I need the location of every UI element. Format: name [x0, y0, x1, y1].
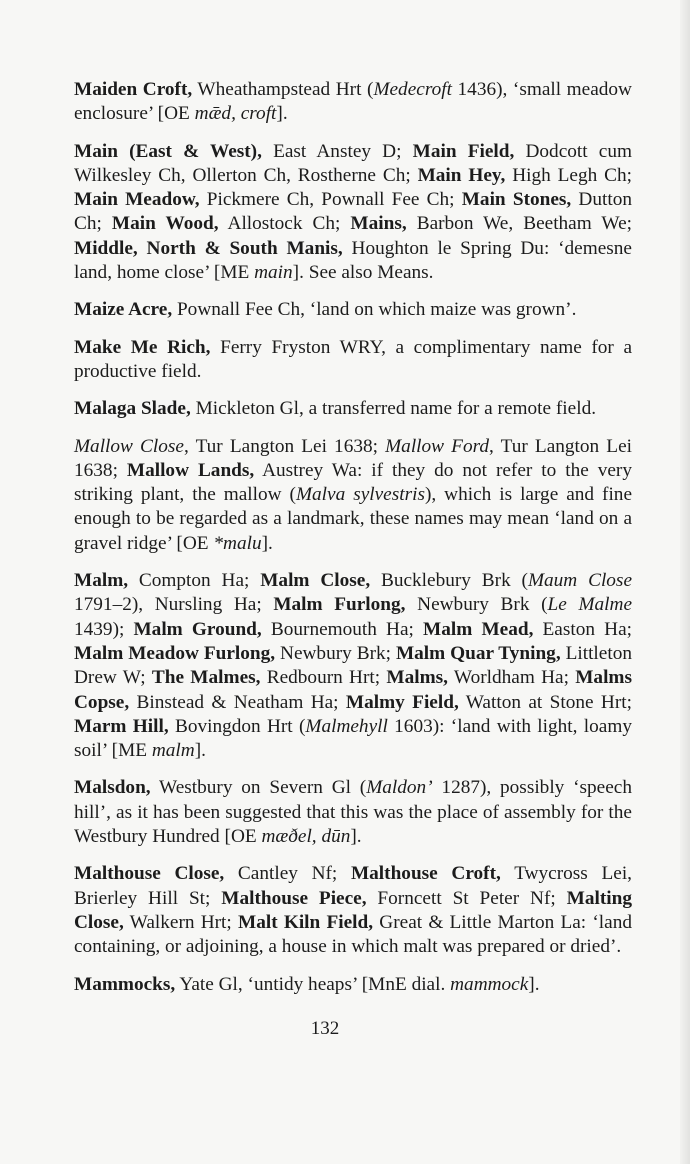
- entry-text: Mickleton Gl, a transferred name for a remote field.: [190, 398, 597, 420]
- headword: Malms Copse,: [74, 667, 632, 713]
- headword: Middle, North & South Manis,: [74, 237, 343, 259]
- entry-text: Ferry Fryston WRY, a complimentary name for a productive field.: [74, 336, 633, 382]
- headword: Malaga Slade,: [74, 398, 191, 420]
- entry-text: Binstead & Neatham Ha;: [129, 691, 346, 713]
- entry-text: Houghton le Spring Du: ‘demesne land, home close’ [ME: [74, 237, 632, 284]
- dictionary-entry: [74, 140, 632, 286]
- headword: Mallow Lands,: [126, 459, 255, 481]
- headword: Malm Ground,: [133, 618, 262, 640]
- italic-form: Le Malme: [547, 594, 632, 616]
- dictionary-entry: [74, 862, 632, 959]
- dictionary-entry: [74, 298, 632, 322]
- dictionary-entry: [74, 776, 632, 849]
- headword: Main Field,: [412, 140, 515, 162]
- headword: Malsdon,: [74, 777, 151, 799]
- italic-form: malm: [151, 740, 195, 762]
- headword: Malm Meadow Furlong,: [74, 642, 276, 664]
- entry-text: ]. See also Means.: [292, 262, 434, 284]
- headword: Malt Kiln Field,: [238, 911, 374, 933]
- headword: Main Meadow,: [74, 189, 200, 211]
- entry-text: ].: [350, 826, 362, 848]
- entry-text: High Legh Ch;: [505, 164, 632, 186]
- page-number: 132: [310, 1018, 340, 1039]
- headword: Mammocks,: [74, 973, 176, 995]
- italic-form: *malu: [213, 532, 262, 554]
- headword: Maiden Croft,: [74, 79, 193, 100]
- entry-text: Newbury Brk;: [275, 642, 396, 664]
- italic-form: Malva sylvestris: [295, 484, 425, 506]
- headword: Malm Furlong,: [273, 594, 406, 616]
- headword: Malm,: [74, 570, 129, 592]
- entry-text: Bucklebury Brk (: [370, 570, 528, 592]
- entry-text: 1791–2), Nursling Ha;: [74, 594, 274, 616]
- entry-text: Worldham Ha;: [447, 667, 576, 689]
- entry-text: Redbourn Hrt;: [260, 667, 387, 689]
- entry-text: Newbury Brk (: [405, 594, 548, 616]
- italic-form: Mallow Close: [74, 435, 184, 457]
- headword: Malm Mead,: [423, 618, 534, 640]
- headword: Malthouse Croft,: [350, 863, 501, 885]
- italic-form: Mallow Ford: [385, 435, 490, 457]
- entry-text: Pownall Fee Ch, ‘land on which maize was grown’.: [172, 299, 577, 321]
- headword: Malm Quar Tyning,: [395, 642, 561, 664]
- entry-text: Barbon We, Beetham We;: [406, 213, 632, 235]
- entry-text: ].: [528, 973, 540, 995]
- headword: Main (East & West),: [74, 140, 262, 162]
- italic-form: mammock: [450, 973, 529, 995]
- italic-form: Maldon’: [366, 777, 433, 799]
- entry-text: Wheathampstead Hrt (: [192, 79, 374, 100]
- entry-text: 1287), possibly ‘speech hill’, as it has been suggested that this was the place of assembly for the Westbury Hundred [OE: [74, 777, 632, 848]
- entry-text: Littleton Drew W;: [74, 642, 632, 689]
- italic-form: mæðel, dūn: [261, 826, 351, 848]
- headword: Make Me Rich,: [74, 336, 211, 358]
- headword: Maize Acre,: [74, 299, 173, 321]
- headword: Main Wood,: [111, 213, 219, 235]
- dictionary-text: [74, 78, 632, 1010]
- entry-text: ].: [194, 740, 206, 762]
- headword: Marm Hill,: [74, 715, 169, 737]
- page-edge: [680, 0, 690, 1164]
- entry-text: 1603): ‘land with light, loamy soil’ [ME: [74, 715, 632, 762]
- entry-text: Twycross Lei, Brierley Hill St;: [74, 863, 633, 909]
- headword: Malms,: [386, 667, 448, 689]
- headword: Malthouse Piece,: [221, 887, 367, 909]
- entry-text: East Anstey D;: [261, 140, 413, 162]
- entry-text: Austrey Wa: if they do not refer to the very striking plant, the mallow (: [74, 459, 632, 506]
- dictionary-entry: [74, 569, 632, 763]
- italic-form: main: [254, 262, 293, 284]
- entry-text: Compton Ha;: [128, 570, 261, 592]
- headword: The Malmes,: [151, 667, 261, 689]
- italic-form: Medecroft: [373, 79, 452, 100]
- entry-text: Bournemouth Ha;: [261, 618, 424, 640]
- headword: Main Hey,: [417, 164, 506, 186]
- entry-text: Cantley Nf;: [224, 863, 351, 885]
- dictionary-entry: [74, 397, 632, 421]
- entry-text: Forncett St Peter Nf;: [366, 887, 567, 909]
- entry-text: Bovingdon Hrt (: [168, 715, 306, 737]
- entry-text: Dodcott cum Wilkesley Ch, Ollerton Ch, Rostherne Ch;: [74, 140, 632, 186]
- entry-text: Dutton Ch;: [74, 189, 632, 235]
- headword: Main Stones,: [461, 189, 572, 211]
- entry-text: , Tur Langton Lei 1638;: [74, 435, 632, 481]
- entry-text: Allostock Ch;: [218, 213, 351, 235]
- entry-text: Watton at Stone Hrt;: [458, 691, 632, 713]
- dictionary-entry: [74, 336, 632, 385]
- entry-text: ].: [261, 532, 273, 554]
- entry-text: Easton Ha;: [533, 618, 632, 640]
- dictionary-entry: [74, 973, 632, 997]
- headword: Mains,: [350, 213, 407, 235]
- headword: Malting Close,: [74, 887, 632, 933]
- headword: Malthouse Close,: [74, 863, 225, 885]
- italic-form: Maum Close: [527, 570, 632, 592]
- entry-text: Great & Little Marton La: ‘land containing, or adjoining, a house in which malt was prepared or dried’.: [74, 911, 632, 958]
- entry-text: ), which is large and fine enough to be regarded as a landmark, these names may mean ‘land on a gravel ridge’ [OE: [74, 484, 632, 554]
- headword: Malmy Field,: [345, 691, 459, 713]
- headword: Malm Close,: [260, 570, 371, 592]
- entry-text: ].: [276, 103, 288, 125]
- entry-text: , Tur Langton Lei 1638;: [183, 435, 386, 457]
- dictionary-entry: [74, 435, 632, 556]
- entry-text: Walkern Hrt;: [123, 911, 238, 933]
- entry-text: Westbury on Severn Gl (: [150, 777, 367, 799]
- italic-form: mǣd, croft: [194, 103, 277, 125]
- entry-text: 1436), ‘small meadow enclosure’ [OE: [74, 79, 632, 125]
- italic-form: Malmehyll: [305, 715, 388, 737]
- entry-text: Yate Gl, ‘untidy heaps’ [MnE dial.: [175, 973, 451, 995]
- dictionary-entry: [74, 78, 632, 127]
- entry-text: 1439);: [74, 618, 134, 640]
- entry-text: Pickmere Ch, Pownall Fee Ch;: [199, 189, 462, 211]
